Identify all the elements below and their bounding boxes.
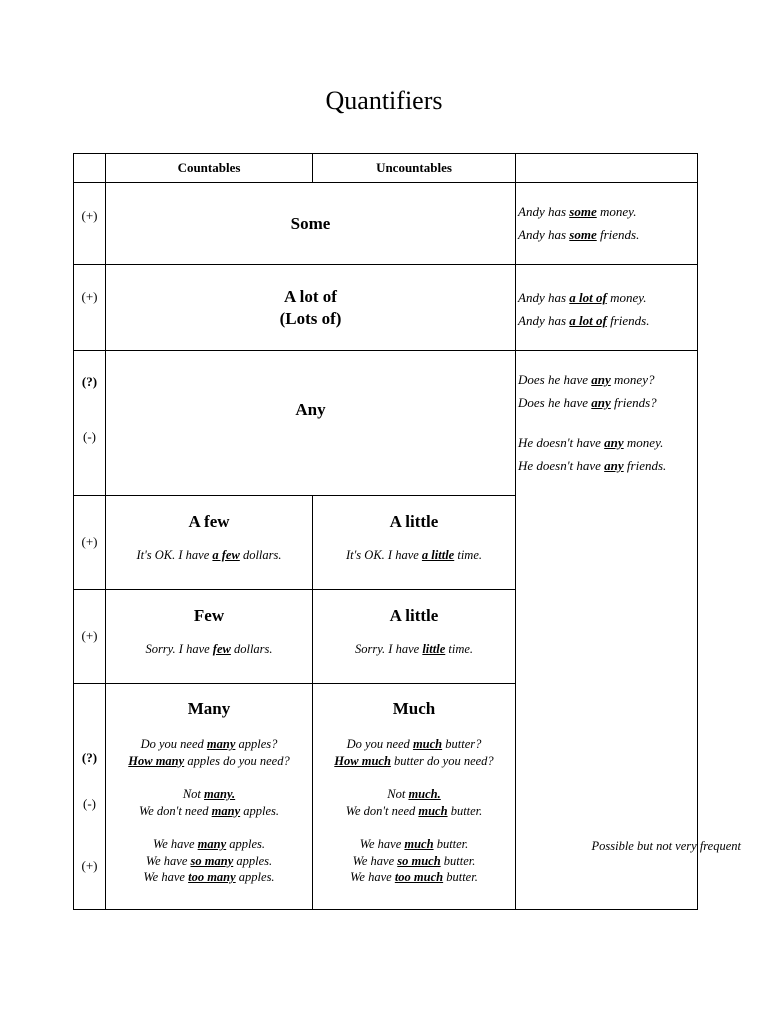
table-row-a-lot-of [74,265,698,351]
sign-cell [74,351,106,496]
header-empty-cell [74,154,106,183]
quantifier-keyword: any [591,372,611,387]
example-sentence [106,627,312,657]
quantifier-word-alt: (Lots of) [279,308,342,328]
sentence-text: apples. [240,803,280,818]
quantifier-keyword: a little [421,548,455,562]
example-sentence [313,803,515,820]
sentence-text: Andy has [518,204,570,219]
example-sentence [106,786,312,803]
example-list-negatives [518,414,697,477]
sentence-text: butter? [442,737,482,751]
quantifier-keyword: too much [394,870,444,884]
quantifiers-table [73,153,742,910]
usage-group [106,819,312,886]
usage-group [106,769,312,819]
example-sentence [518,454,697,477]
countable-cell [106,684,313,910]
quantifier-keyword: many [211,803,241,818]
countable-cell [106,496,313,590]
sentence-text: He doesn't have [518,435,605,450]
sign-question: (?) [81,750,98,765]
example-sentence [106,869,312,886]
usage-lines [106,720,312,886]
sentence-text: butter. [433,837,469,851]
quantifier-keyword: a lot of [569,313,607,328]
sentence-text: We don't need [345,803,419,818]
example-sentence [313,853,515,870]
sentence-text: apples. [226,837,266,851]
example-sentence [106,736,312,753]
example-sentence [106,836,312,853]
quantifier-keyword: any [591,395,611,410]
sign-cell [74,590,106,684]
quantifier-keyword: some [569,227,597,242]
sentence-text: Sorry. I have [145,642,213,656]
sentence-text: butter. [443,870,478,884]
header-countables: Countables [106,154,313,183]
sentence-text: butter. [447,803,483,818]
sentence-text: money. [623,435,664,450]
example-sentence [518,431,697,454]
example-sentence [518,391,697,414]
example-sentence [313,786,515,803]
quantifier-keyword: a lot of [569,290,607,305]
examples-cell [516,183,698,265]
sign-positive: (+) [81,858,98,873]
uncountable-cell [313,590,516,684]
sentence-text: We don't need [138,803,212,818]
example-sentence [313,836,515,853]
sign-cell [74,496,106,590]
example-sentence [518,200,697,223]
sign-cell [74,684,106,910]
quantifier-keyword: too many [188,870,236,884]
countable-cell [106,590,313,684]
example-sentence [313,753,515,770]
quantifier-word: A lot of [284,286,337,306]
header-uncountables: Uncountables [313,154,516,183]
sentence-text: We have [359,837,405,851]
sentence-text: Andy has [518,227,570,242]
quantifier-keyword: little [422,642,446,656]
quantifier-keyword: many [206,737,236,751]
quantifier-word: Much [392,699,436,718]
example-list [518,183,697,246]
sentence-text: apples. [233,853,273,868]
sentence-text: Does he have [518,372,592,387]
sentence-text: Do you need [346,737,413,751]
quantifier-keyword: any [604,458,624,473]
quantifier-cell [106,265,516,351]
sentence-text: dollars. [239,548,282,562]
example-sentence [106,753,312,770]
sign-positive: (+) [81,289,98,304]
quantifier-keyword: so many [190,853,234,868]
usage-group [313,769,515,819]
quantifier-keyword: much [418,803,448,818]
example-sentence [518,368,697,391]
table-row-some [74,183,698,265]
usage-group [313,736,515,769]
quantifier-cell [106,183,516,265]
quantifier-keyword: a few [212,548,240,562]
quantifier-word: A little [389,512,439,531]
quantifier-keyword: much [412,737,443,751]
sentence-text: apples do you need? [184,753,290,768]
sign-cell [74,183,106,265]
sentence-text: friends. [606,313,650,328]
sentence-text: time. [445,642,474,656]
example-sentence [106,853,312,870]
sentence-text: We have [350,870,395,884]
page-title: Quantifiers [325,86,443,115]
sentence-text: Not [182,787,205,801]
quantifier-word: Any [295,400,326,419]
sentence-text: We have [352,853,398,868]
example-sentence [313,736,515,753]
usage-group [313,819,515,886]
sentence-text: Andy has [518,290,570,305]
table-header-row [74,154,698,183]
quantifier-keyword: some [569,204,597,219]
sentence-text: It's OK. I have [136,548,213,562]
example-list-questions [518,351,697,414]
usage-lines [313,720,515,886]
sentence-text: Does he have [518,395,592,410]
quantifier-keyword: any [604,435,624,450]
sentence-text: Do you need [140,737,207,751]
sentence-text: money. [606,290,647,305]
table-row-any [74,351,698,496]
sentence-text: butter. [440,853,476,868]
sign-positive: (+) [81,628,98,643]
quantifier-word: A few [188,512,230,531]
sign-positive: (+) [81,534,98,549]
sentence-text: friends? [610,395,657,410]
sign-negative: (-) [83,429,96,444]
sentence-text: Sorry. I have [354,642,423,656]
sentence-text: Not [387,787,409,801]
sentence-text: apples. [235,870,275,884]
examples-cell [516,265,698,351]
sentence-text: friends. [623,458,667,473]
example-sentence [518,223,697,246]
quantifier-keyword: How many [128,753,185,768]
example-sentence [518,286,697,309]
usage-group [106,736,312,769]
uncountable-cell [313,496,516,590]
sentence-text: It's OK. I have [346,548,422,562]
sentence-text: We have [145,853,191,868]
example-sentence [313,627,515,657]
example-sentence [106,803,312,820]
quantifier-keyword: much. [408,787,441,801]
sign-negative: (-) [83,796,96,811]
quantifier-word: A little [389,606,439,625]
sentence-text: time. [454,548,482,562]
example-sentence [313,869,515,886]
example-sentence [106,533,312,563]
example-list [518,265,697,332]
quantifier-keyword: so much [397,853,441,868]
sentence-text: butter do you need? [390,753,494,768]
sentence-text: He doesn't have [518,458,605,473]
sentence-text: We have [143,870,189,884]
quantifier-word: Few [193,606,225,625]
quantifier-word: Some [290,213,331,233]
quantifier-word: Many [187,699,231,718]
example-sentence [313,533,515,563]
example-sentence [518,309,697,332]
sentence-text: money? [610,372,655,387]
sentence-text: apples? [235,737,278,751]
sentence-text: dollars. [230,642,273,656]
sign-question: (?) [81,374,98,389]
sign-positive: (+) [81,208,98,223]
quantifier-keyword: few [212,642,231,656]
quantifier-cell [106,351,516,496]
sentence-text: friends. [596,227,640,242]
sentence-text: Andy has [518,313,570,328]
header-examples-empty [516,154,698,183]
sign-cell [74,265,106,351]
quantifier-keyword: How much [334,753,391,768]
uncountable-cell [313,684,516,910]
quantifier-keyword: many [197,837,227,851]
quantifier-keyword: many. [204,787,236,801]
examples-cell [516,351,742,910]
sentence-text: money. [596,204,637,219]
sentence-text: We have [152,837,198,851]
quantifier-keyword: much [404,837,434,851]
frequency-note: Possible but not very frequent [591,838,742,853]
